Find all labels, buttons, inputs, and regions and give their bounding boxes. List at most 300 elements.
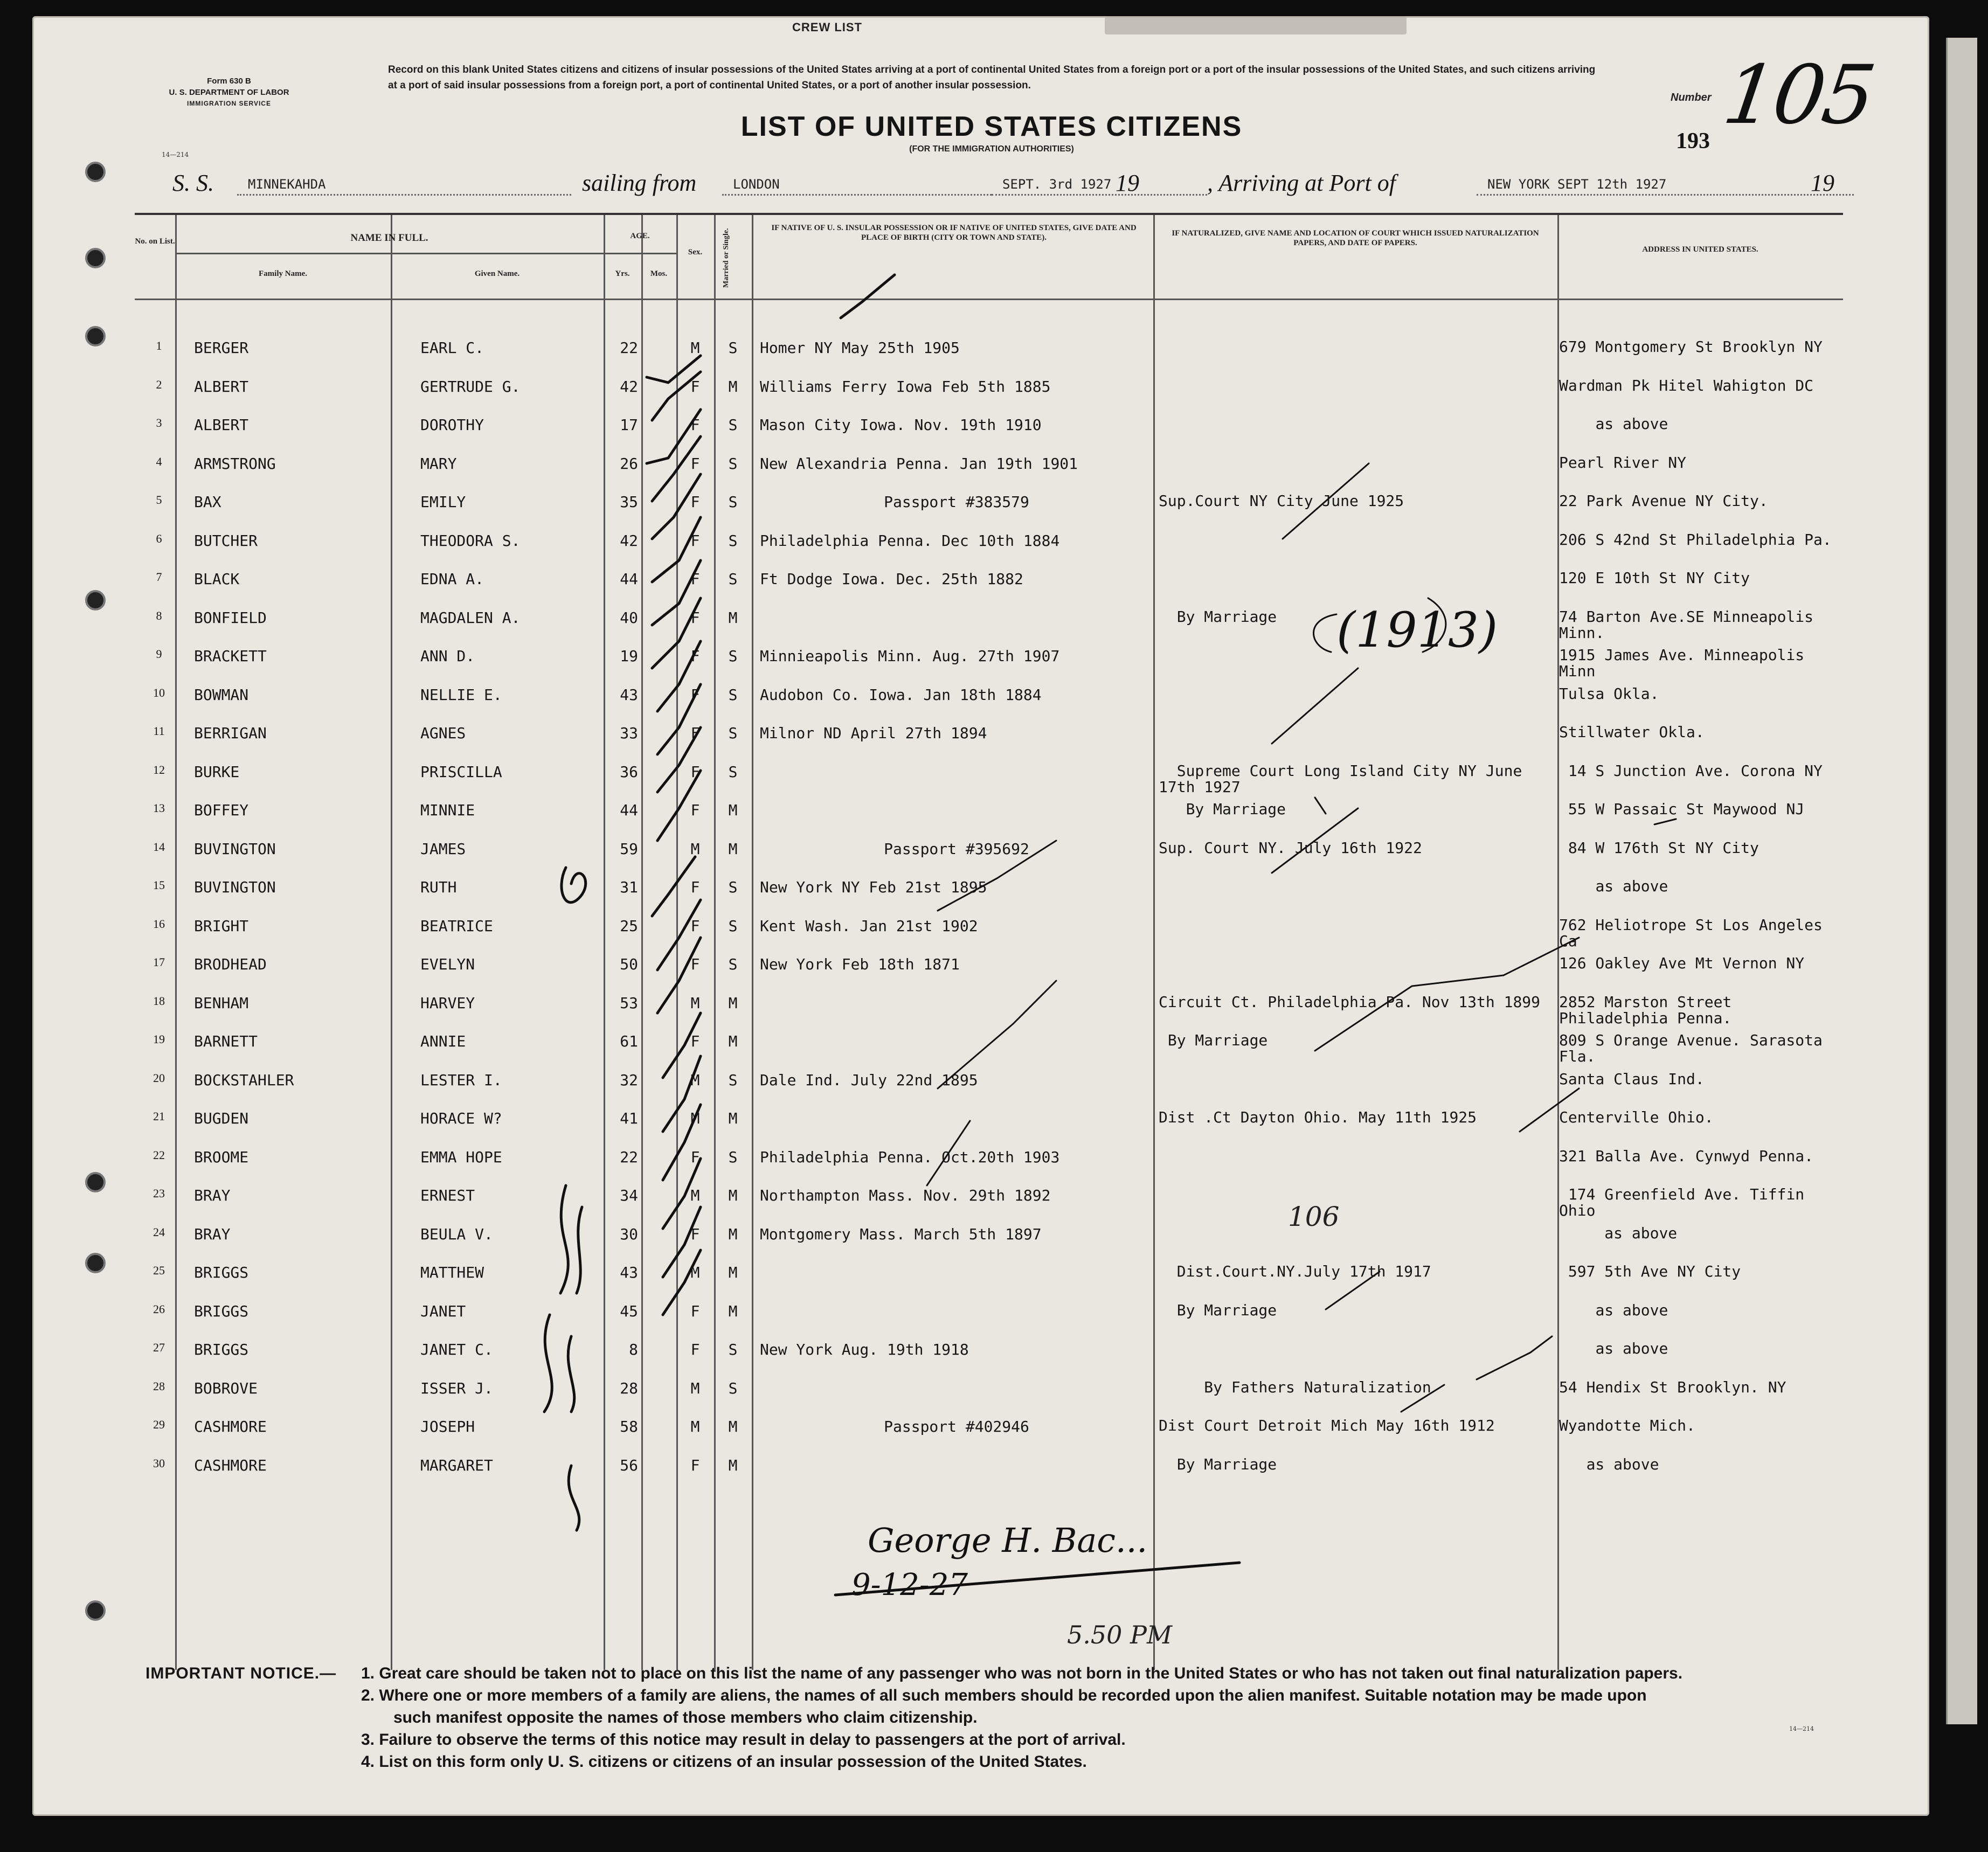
age-years: 43 (620, 685, 638, 704)
us-address: 74 Barton Ave.SE Minneapolis Minn. (1559, 607, 1823, 642)
marital-status: S (728, 416, 738, 434)
family-name: BRIGGS (194, 1341, 249, 1358)
sex: F (690, 1302, 700, 1320)
birth-info: Ft Dodge Iowa. Dec. 25th 1882 (760, 570, 1023, 588)
us-address: 1915 James Ave. Minneapolis Minn (1559, 646, 1814, 680)
binder-hole (85, 1253, 106, 1273)
sex: F (690, 1032, 700, 1050)
given-name: PRISCILLA (420, 762, 502, 781)
us-address: 206 S 42nd St Philadelphia Pa. (1559, 530, 1832, 549)
departure-port: LONDON (733, 177, 780, 192)
given-name: RUTH (420, 878, 457, 896)
birth-info: New York Feb 18th 1871 (760, 955, 960, 973)
given-name: EMILY (420, 493, 466, 511)
sex: F (690, 608, 700, 627)
table-row (135, 1225, 1843, 1264)
given-name: MARY (420, 454, 457, 473)
family-name: BRODHEAD (194, 955, 267, 973)
sailing-label: sailing from (582, 170, 697, 196)
us-address: Tulsa Okla. (1559, 684, 1659, 703)
marital-status: S (728, 917, 738, 935)
birth-info: Milnor ND April 27th 1894 (760, 724, 987, 742)
page-edge (1946, 38, 1977, 1724)
header-rule (135, 299, 1843, 300)
family-name: CASHMORE (194, 1456, 267, 1474)
age-years: 25 (620, 917, 638, 935)
row-number: 13 (153, 801, 165, 815)
age-years: 41 (620, 1109, 638, 1127)
marital-status: M (728, 840, 738, 858)
marital-status: S (728, 339, 738, 357)
col-birth: IF NATIVE OF U. S. INSULAR POSSESSION OR IF NATIVE OF UNITED STATES, GIVE DATE AND PLACE OF BIRTH (CITY OR TOWN AND STATE). (771, 224, 1137, 242)
col-name-in-full: NAME IN FULL. (350, 232, 428, 244)
marital-status: M (728, 1187, 738, 1204)
table-row (135, 1148, 1843, 1187)
us-address: 54 Hendix St Brooklyn. NY (1559, 1378, 1786, 1396)
number-label: Number (1671, 92, 1712, 103)
age-years: 26 (620, 454, 638, 473)
row-number: 28 (153, 1379, 165, 1393)
col-sex: Sex. (688, 248, 703, 256)
table-row (135, 724, 1843, 763)
us-address: as above (1559, 877, 1668, 895)
row-number: 19 (153, 1032, 165, 1046)
age-years: 19 (620, 647, 638, 665)
us-address: 55 W Passaic St Maywood NJ (1559, 800, 1805, 818)
voyage-line (172, 167, 1886, 199)
us-address: as above (1559, 1455, 1659, 1473)
birth-info: Philadelphia Penna. Oct.20th 1903 (760, 1148, 1060, 1166)
given-name: EARL C. (420, 339, 484, 357)
notice-item-1: 1. Great care should be taken not to place on this list the name of any passenger who was not born in the United States or who has not taken out final naturalization papers. (361, 1664, 1683, 1682)
family-name: BURKE (194, 762, 240, 781)
family-name: BARNETT (194, 1032, 258, 1050)
marital-status: M (728, 1032, 738, 1050)
table-row (135, 917, 1843, 956)
row-number: 7 (156, 570, 162, 584)
date-underline (992, 194, 1207, 196)
age-years: 40 (620, 608, 638, 627)
stamp-smudge (1105, 16, 1407, 34)
age-years: 45 (620, 1302, 638, 1320)
us-address: Wyandotte Mich. (1559, 1417, 1695, 1434)
family-name: BOFFEY (194, 801, 249, 819)
sex: F (690, 878, 700, 896)
naturalization-info: Dist Court Detroit Mich May 16th 1912 (1159, 1417, 1495, 1434)
binder-hole (85, 1172, 106, 1192)
us-address: 14 S Junction Ave. Corona NY (1559, 761, 1823, 780)
given-name: ERNEST (420, 1187, 475, 1204)
notice-item-3: 3. Failure to observe the terms of this notice may result in delay to passengers at the port of arrival. (361, 1731, 1126, 1749)
row-number: 24 (153, 1225, 165, 1239)
family-name: BERGER (194, 339, 249, 357)
marital-status: S (728, 762, 738, 781)
marital-status: M (728, 1264, 738, 1281)
age-years: 44 (620, 570, 638, 588)
notice-item-2: 2. Where one or more members of a family are aliens, the names of all such members should be recorded upon the alien manifest. Suitable notation may be made upon (361, 1687, 1647, 1704)
us-address: as above (1559, 415, 1668, 433)
naturalization-info: By Marriage (1159, 1455, 1277, 1473)
row-number: 25 (153, 1264, 165, 1277)
table-row (135, 801, 1843, 840)
col-naturalized: IF NATURALIZED, GIVE NAME AND LOCATION OF COURT WHICH ISSUED NATURALIZATION PAPERS, AND DATE OF PAPERS. (1172, 229, 1539, 247)
given-name: HORACE W? (420, 1109, 502, 1127)
given-name: AGNES (420, 724, 466, 742)
row-number: 8 (156, 608, 162, 622)
col-family-name: Family Name. (259, 269, 307, 278)
age-years: 8 (629, 1341, 638, 1358)
given-name: ANNIE (420, 1032, 466, 1050)
us-address: 84 W 176th St NY City (1559, 838, 1759, 857)
table-row (135, 532, 1843, 571)
age-years: 17 (620, 416, 638, 434)
row-number: 1 (156, 339, 162, 352)
age-years: 22 (620, 1148, 638, 1166)
row-number: 15 (153, 878, 165, 892)
table-row (135, 955, 1843, 994)
binder-hole (85, 1600, 106, 1621)
row-number: 14 (153, 840, 165, 854)
row-number: 12 (153, 762, 165, 776)
age-years: 31 (620, 878, 638, 896)
time-note: 5.50 PM (1067, 1620, 1173, 1649)
naturalization-info: By Marriage (1159, 1031, 1268, 1049)
marital-status: S (728, 724, 738, 742)
us-address: 126 Oakley Ave Mt Vernon NY (1559, 954, 1805, 972)
table-row (135, 647, 1843, 686)
notice-heading: IMPORTANT NOTICE.— (146, 1664, 337, 1682)
marital-status: M (728, 801, 738, 819)
sex: F (690, 531, 700, 550)
given-name: EVELYN (420, 955, 475, 973)
marital-status: S (728, 878, 738, 896)
arrival-underline (1477, 194, 1854, 196)
binder-hole (85, 162, 106, 182)
birth-info: Audobon Co. Iowa. Jan 18th 1884 (760, 685, 1042, 704)
marital-status: S (728, 1341, 738, 1358)
sex: F (690, 955, 700, 973)
naturalization-info: Sup.Court NY City June 1925 (1159, 492, 1404, 510)
age-years: 28 (620, 1379, 638, 1397)
naturalization-info: Sup. Court NY. July 16th 1922 (1159, 838, 1422, 857)
family-name: BRIGGS (194, 1302, 249, 1320)
age-years: 35 (620, 493, 638, 511)
family-name: ALBERT (194, 416, 249, 434)
family-name: BOBROVE (194, 1379, 258, 1397)
col-given-name: Given Name. (474, 269, 520, 278)
family-name: BRAY (194, 1225, 231, 1243)
table-row (135, 609, 1843, 648)
us-address: Stillwater Okla. (1559, 723, 1705, 741)
age-years: 32 (620, 1071, 638, 1089)
col-yrs: Yrs. (615, 269, 630, 278)
sex: F (690, 801, 700, 819)
marital-status: S (728, 1071, 738, 1089)
sex: F (690, 1456, 700, 1474)
marital-status: M (728, 1225, 738, 1243)
birth-info: Mason City Iowa. Nov. 19th 1910 (760, 416, 1042, 434)
birth-info: Kent Wash. Jan 21st 1902 (760, 917, 978, 935)
given-name: JANET (420, 1302, 466, 1320)
given-name: DOROTHY (420, 416, 484, 434)
family-name: BUTCHER (194, 531, 258, 550)
sex: M (690, 1187, 700, 1204)
age-years: 34 (620, 1187, 638, 1204)
given-name: MATTHEW (420, 1264, 484, 1281)
marital-status: M (728, 1109, 738, 1127)
us-address: 321 Balla Ave. Cynwyd Penna. (1559, 1147, 1814, 1165)
birth-info: New Alexandria Penna. Jan 19th 1901 (760, 454, 1078, 473)
table-row (135, 339, 1843, 378)
marital-status: S (728, 531, 738, 550)
ss-label: S. S. (172, 170, 214, 196)
birth-info: Passport #402946 (884, 1418, 1029, 1435)
marital-status: S (728, 685, 738, 704)
given-name: ISSER J. (420, 1379, 493, 1397)
marital-status: M (728, 377, 738, 396)
row-number: 26 (153, 1302, 165, 1316)
sex: F (690, 454, 700, 473)
given-name: LESTER I. (420, 1071, 502, 1089)
sex: M (690, 994, 700, 1012)
sex: M (690, 1418, 700, 1435)
age-years: 58 (620, 1418, 638, 1435)
us-address: 174 Greenfield Ave. Tiffin Ohio (1559, 1185, 1814, 1219)
birth-info: Northampton Mass. Nov. 29th 1892 (760, 1187, 1051, 1204)
marital-status: M (728, 1302, 738, 1320)
page-subtitle: (FOR THE IMMIGRATION AUTHORITIES) (909, 144, 1074, 154)
table-row (135, 1302, 1843, 1341)
table-row (135, 378, 1843, 417)
given-name: EMMA HOPE (420, 1148, 502, 1166)
marital-status: S (728, 1148, 738, 1166)
family-name: BOWMAN (194, 685, 249, 704)
subheader-rule (604, 253, 676, 254)
family-name: ARMSTRONG (194, 454, 276, 473)
sex: F (690, 647, 700, 665)
marital-status: S (728, 454, 738, 473)
page-title: LIST OF UNITED STATES CITIZENS (740, 111, 1243, 142)
given-name: BEULA V. (420, 1225, 493, 1243)
table-row (135, 1109, 1843, 1148)
given-name: MINNIE (420, 801, 475, 819)
sex: M (690, 1109, 700, 1127)
us-address: as above (1559, 1340, 1668, 1357)
marital-status: M (728, 994, 738, 1012)
us-address: Pearl River NY (1559, 453, 1687, 471)
naturalization-info: Dist .Ct Dayton Ohio. May 11th 1925 (1159, 1108, 1477, 1126)
row-number: 3 (156, 416, 162, 429)
sex: F (690, 377, 700, 396)
footer-code: 14—214 (1789, 1725, 1814, 1732)
row-number: 6 (156, 531, 162, 545)
row-number: 17 (153, 955, 165, 969)
sex: F (690, 416, 700, 434)
row-number: 29 (153, 1418, 165, 1431)
given-name: HARVEY (420, 994, 475, 1012)
signature-date: 9-12-27 (851, 1567, 968, 1603)
naturalization-info: By Marriage (1159, 800, 1286, 818)
arrival-port-date: NEW YORK SEPT 12th 1927 (1487, 177, 1667, 192)
row-number: 4 (156, 454, 162, 468)
naturalization-info: By Marriage (1159, 1301, 1277, 1319)
family-name: BOCKSTAHLER (194, 1071, 294, 1089)
arriving-label: , Arriving at Port of (1207, 170, 1396, 196)
family-name: BONFIELD (194, 608, 267, 627)
age-years: 42 (620, 377, 638, 396)
binder-hole (85, 248, 106, 268)
family-name: BRIGGS (194, 1264, 249, 1281)
binder-hole (85, 326, 106, 346)
table-row (135, 686, 1843, 725)
ship-name: MINNEKAHDA (248, 177, 326, 192)
row-number: 23 (153, 1187, 165, 1200)
age-years: 43 (620, 1264, 638, 1281)
age-years: 22 (620, 339, 638, 357)
age-years: 30 (620, 1225, 638, 1243)
us-address: Centerville Ohio. (1559, 1108, 1714, 1126)
notice-item-2-cont: such manifest opposite the names of those members who claim citizenship. (393, 1709, 978, 1726)
circled-year: (1913) (1336, 602, 1498, 658)
birth-info: Passport #383579 (884, 493, 1029, 511)
naturalization-info: Supreme Court Long Island City NY June 17th 1927 (1159, 761, 1532, 796)
us-address: 809 S Orange Avenue. Sarasota Fla. (1559, 1031, 1832, 1065)
us-address: 2852 Marston Street Philadelphia Penna. (1559, 993, 1741, 1027)
sex: F (690, 570, 700, 588)
birth-info: Homer NY May 25th 1905 (760, 339, 960, 357)
family-name: BENHAM (194, 994, 249, 1012)
table-row (135, 493, 1843, 532)
age-years: 61 (620, 1032, 638, 1050)
table-row (135, 1032, 1843, 1071)
naturalization-info: Circuit Ct. Philadelphia Pa. Nov 13th 1899 (1159, 993, 1541, 1011)
table-row (135, 455, 1843, 494)
sex: M (690, 1264, 700, 1281)
col-no: No. on List. (135, 237, 175, 246)
port-underline (722, 194, 992, 196)
given-name: JOSEPH (420, 1418, 475, 1435)
col-age: AGE. (630, 232, 650, 240)
passenger-table (135, 213, 1843, 1670)
family-name: BRIGHT (194, 917, 249, 935)
age-years: 36 (620, 762, 638, 781)
table-row (135, 1187, 1843, 1225)
sex: M (690, 1071, 700, 1089)
family-name: BRAY (194, 1187, 231, 1204)
marital-status: S (728, 570, 738, 588)
col-address: ADDRESS IN UNITED STATES. (1642, 245, 1758, 254)
family-name: BLACK (194, 570, 240, 588)
row-number: 21 (153, 1109, 165, 1123)
family-name: BRACKETT (194, 647, 267, 665)
given-name: ANN D. (420, 647, 475, 665)
age-years: 33 (620, 724, 638, 742)
family-name: BERRIGAN (194, 724, 267, 742)
table-row (135, 1341, 1843, 1379)
birth-info: Dale Ind. July 22nd 1895 (760, 1071, 978, 1089)
sex: F (690, 762, 700, 781)
family-name: ALBERT (194, 377, 249, 396)
sex: F (690, 1148, 700, 1166)
age-years: 53 (620, 994, 638, 1012)
row-number: 30 (153, 1456, 165, 1470)
sex: M (690, 339, 700, 357)
family-name: BAX (194, 493, 221, 511)
table-row (135, 1264, 1843, 1302)
marital-status: S (728, 493, 738, 511)
row-number: 22 (153, 1148, 165, 1162)
us-address: 597 5th Ave NY City (1559, 1263, 1741, 1280)
departure-date: SEPT. 3rd 1927 (1002, 177, 1112, 192)
given-name: GERTRUDE G. (420, 377, 521, 396)
sex: F (690, 685, 700, 704)
stamp-number: 106 (1288, 1201, 1340, 1232)
given-name: THEODORA S. (420, 531, 521, 550)
age-years: 59 (620, 840, 638, 858)
crew-list-label: CREW LIST (792, 20, 862, 34)
given-name: JAMES (420, 840, 466, 858)
notice-item-4: 4. List on this form only U. S. citizens or citizens of an insular possession of the United States. (361, 1753, 1087, 1771)
ship-underline (237, 194, 571, 196)
year-nineteen-2: 19 (1811, 170, 1834, 196)
row-number: 10 (153, 685, 165, 699)
birth-info: Williams Ferry Iowa Feb 5th 1885 (760, 377, 1051, 396)
form-code: 14—214 (162, 151, 189, 158)
service-name: IMMIGRATION SERVICE (187, 100, 271, 107)
us-address: Santa Claus Ind. (1559, 1070, 1705, 1088)
given-name: EDNA A. (420, 570, 484, 588)
sex: M (690, 1379, 700, 1397)
given-name: MARGARET (420, 1456, 493, 1474)
naturalization-info: Dist.Court.NY.July 17th 1917 (1159, 1263, 1431, 1280)
us-address: as above (1559, 1224, 1678, 1242)
form-identifier (140, 75, 318, 109)
family-name: BROOME (194, 1148, 249, 1166)
birth-info: New York Aug. 19th 1918 (760, 1341, 969, 1358)
us-address: 762 Heliotrope St Los Angeles Ca (1559, 915, 1832, 950)
row-number: 27 (153, 1341, 165, 1354)
birth-info: Minnieapolis Minn. Aug. 27th 1907 (760, 647, 1060, 665)
given-name: MAGDALEN A. (420, 608, 521, 627)
birth-info: Passport #395692 (884, 840, 1029, 858)
given-name: BEATRICE (420, 917, 493, 935)
birth-info: Montgomery Mass. March 5th 1897 (760, 1225, 1042, 1243)
us-address: as above (1559, 1301, 1668, 1319)
age-years: 44 (620, 801, 638, 819)
record-instructions: Record on this blank United States citizens and citizens of insular possessions of the United States arriving at a port of continental United States from a foreign port or a port of the insular possessions of the United States, and such citizens arriving at a port of said insular possessions from a foreign port, a port of continental United States, or a port of another insular possession. (388, 64, 1596, 91)
subheader-rule (175, 253, 604, 254)
marital-status: S (728, 955, 738, 973)
row-number: 11 (153, 724, 165, 738)
birth-info: New York NY Feb 21st 1895 (760, 878, 987, 896)
year-nineteen: 19 (1116, 170, 1139, 196)
form-number: Form 630 B (207, 77, 251, 86)
given-name: JANET C. (420, 1341, 493, 1358)
binder-hole (85, 590, 106, 611)
row-number: 20 (153, 1071, 165, 1085)
signature: George H. Bac... (868, 1521, 1148, 1560)
marital-status: M (728, 1456, 738, 1474)
age-years: 50 (620, 955, 638, 973)
sex: F (690, 1225, 700, 1243)
birth-info: Philadelphia Penna. Dec 10th 1884 (760, 531, 1060, 550)
sex: M (690, 840, 700, 858)
us-address: 22 Park Avenue NY City. (1559, 492, 1768, 510)
table-row (135, 1071, 1843, 1110)
naturalization-info: By Fathers Naturalization (1159, 1378, 1431, 1396)
table-row (135, 1456, 1843, 1495)
row-number: 5 (156, 493, 162, 507)
